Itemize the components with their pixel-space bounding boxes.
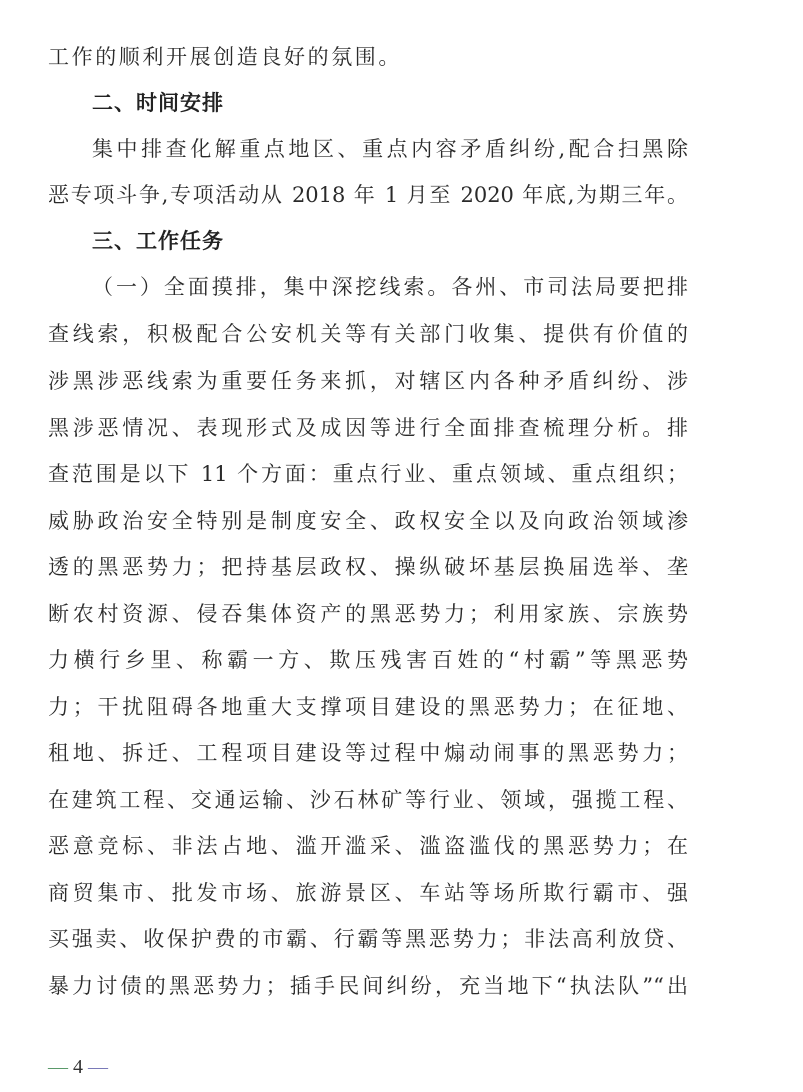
paragraph-line: 断农村资源、侵吞集体资产的黑恶势力；利用家族、宗族势 xyxy=(48,602,688,626)
page-number-dash-left: — xyxy=(48,1056,68,1078)
paragraph-line: 力横行乡里、称霸一方、欺压残害百姓的“村霸”等黑恶势 xyxy=(48,648,688,672)
paragraph-line: 暴力讨债的黑恶势力；插手民间纠纷，充当地下“执法队”“出 xyxy=(48,974,688,998)
paragraph-line: 威胁政治安全特别是制度安全、政权安全以及向政治领域渗 xyxy=(48,509,688,533)
paragraph-line: 集中排查化解重点地区、重点内容矛盾纠纷,配合扫黑除 xyxy=(92,137,688,161)
section-heading: 三、工作任务 xyxy=(92,229,224,253)
paragraph-line: 恶专项斗争,专项活动从 2018 年 1 月至 2020 年底,为期三年。 xyxy=(48,183,688,207)
paragraph-line: 查线索，积极配合公安机关等有关部门收集、提供有价值的 xyxy=(48,322,688,346)
paragraph-line: 工作的顺利开展创造良好的氛围。 xyxy=(48,45,402,69)
paragraph-line: 查范围是以下 11 个方面：重点行业、重点领域、重点组织； xyxy=(48,462,688,486)
page-number-value: 4 xyxy=(73,1056,83,1078)
paragraph-line: 黑涉恶情况、表现形式及成因等进行全面排查梳理分析。排 xyxy=(48,416,688,440)
page-number-dash-right: — xyxy=(88,1056,108,1078)
paragraph-line: 恶意竞标、非法占地、滥开滥采、滥盗滥伐的黑恶势力；在 xyxy=(48,834,688,858)
section-heading: 二、时间安排 xyxy=(92,91,224,115)
page-number xyxy=(48,1054,108,1080)
paragraph-line: 在建筑工程、交通运输、沙石林矿等行业、领域，强揽工程、 xyxy=(48,788,688,812)
paragraph-line: 买强卖、收保护费的市霸、行霸等黑恶势力；非法高利放贷、 xyxy=(48,927,688,951)
paragraph-line: 商贸集市、批发市场、旅游景区、车站等场所欺行霸市、强 xyxy=(48,881,688,905)
paragraph-line: 涉黑涉恶线索为重要任务来抓，对辖区内各种矛盾纠纷、涉 xyxy=(48,369,688,393)
paragraph-line: （一）全面摸排，集中深挖线索。各州、市司法局要把排 xyxy=(92,275,688,299)
paragraph-line: 透的黑恶势力；把持基层政权、操纵破坏基层换届选举、垄 xyxy=(48,555,688,579)
paragraph-line: 力；干扰阻碍各地重大支撑项目建设的黑恶势力；在征地、 xyxy=(48,695,688,719)
paragraph-line: 租地、拆迁、工程项目建设等过程中煽动闹事的黑恶势力； xyxy=(48,741,688,765)
